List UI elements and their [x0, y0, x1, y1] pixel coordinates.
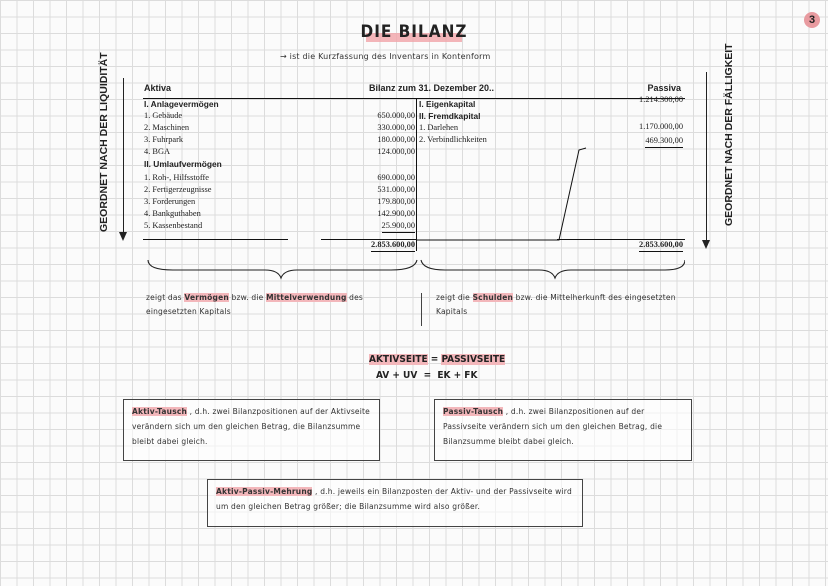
anlage-heading: I. Anlagevermögen — [144, 99, 219, 109]
side-label-right — [688, 43, 780, 248]
verbindlichkeiten-label: 2. Verbindlichkeiten — [419, 135, 487, 144]
darlehen-label: 1. Darlehen — [419, 123, 459, 132]
note-passiva-text-1: zeigt die — [436, 293, 473, 302]
note-divider — [421, 293, 422, 326]
eigenkapital-value: 1.214.300,00 — [639, 95, 683, 104]
note-aktiva-highlight-2: Mittelverwendung — [266, 293, 347, 302]
aktivseite-text: AKTIVSEITE — [369, 354, 428, 365]
subtitle: → ist die Kurzfassung des Inventars in Kontenform — [280, 52, 491, 61]
forderungen-label: 3. Forderungen — [144, 197, 196, 206]
box-aktiv-tausch — [123, 399, 380, 461]
bank-label: 4. Bankguthaben — [144, 209, 201, 218]
faelligkeit-label: GEORDNET NACH DER FÄLLIGKEIT — [723, 43, 735, 226]
bank-value: 142.900,00 — [377, 209, 415, 218]
note-aktiva-text-2: bzw. die — [228, 293, 267, 302]
sum-left-value: 2.853.600,00 — [371, 239, 415, 252]
aktiv-tausch-highlight: Aktiv-Tausch — [132, 407, 188, 416]
note-aktiva-text-1: zeigt das — [146, 293, 185, 302]
fertig-label: 2. Fertigerzeugnisse — [144, 185, 212, 194]
down-arrow-line-right — [706, 72, 707, 242]
darlehen-value: 1.170.000,00 — [639, 122, 683, 131]
brace-right — [421, 260, 685, 278]
balance-sheet — [143, 80, 685, 255]
mehrung-highlight: Aktiv-Passiv-Mehrung — [216, 487, 313, 496]
curly-braces — [145, 258, 685, 280]
maschinen-label: 2. Maschinen — [144, 123, 190, 132]
diagonal-fill-line — [413, 140, 613, 242]
balance-sheet-title: Bilanz zum 31. Dezember 20.. — [369, 83, 495, 93]
table-row — [143, 122, 685, 134]
note-aktiva-text-3: des eingesetzten Kapitals — [146, 293, 364, 316]
down-arrow-icon — [119, 232, 127, 241]
verbindlichkeiten-value: 469.300,00 — [645, 135, 683, 148]
kasse-value: 25.900,00 — [382, 220, 416, 233]
equation-line-1 — [369, 354, 505, 365]
table-row — [143, 95, 685, 110]
equals-sign: = — [430, 354, 439, 365]
sum-right-value: 2.853.600,00 — [639, 239, 683, 252]
passiva-label: Passiva — [647, 83, 681, 93]
down-arrow-line-left — [123, 78, 124, 234]
passiv-tausch-highlight: Passiv-Tausch — [443, 407, 504, 416]
page-number-badge: 3 — [804, 12, 820, 28]
bga-label: 4. BGA — [144, 147, 171, 156]
down-arrow-icon — [702, 240, 710, 249]
fuhrpark-value: 180.000,00 — [377, 135, 415, 144]
note-passiva-text-2: bzw. die Mittelherkunft des eingesetzten Kapitals — [436, 293, 676, 316]
note-passiva-highlight: Schulden — [472, 293, 514, 302]
passivseite-text: PASSIVSEITE — [441, 354, 506, 365]
gebaeude-value: 650.000,00 — [377, 111, 415, 120]
aktiva-label: Aktiva — [144, 83, 172, 93]
equation-line-2: AV + UV = EK + FK — [376, 370, 478, 381]
note-aktiva — [146, 291, 414, 319]
fremdkapital-heading: II. Fremdkapital — [419, 111, 481, 121]
liquiditaet-label: GEORDNET NACH DER LIQUIDITÄT — [98, 52, 110, 232]
note-passiva — [436, 291, 686, 319]
box-aktiv-passiv-mehrung — [207, 479, 583, 527]
maschinen-value: 330.000,00 — [377, 123, 415, 132]
aktiv-tausch-text: , d.h. zwei Bilanzpositionen auf der Aktivseite verändern sich um den gleichen Betrag, die Bilanzsumme bleibt dabei gleich. — [132, 407, 370, 446]
mehrung-text: , d.h. jeweils ein Bilanzposten der Aktiv- und der Passivseite wird um den gleichen Betrag größer; die Bilanzsumme wird also größer. — [216, 487, 572, 511]
page-title: DIE BILANZ — [360, 22, 468, 42]
roh-value: 690.000,00 — [377, 173, 415, 182]
note-aktiva-highlight-1: Vermögen — [184, 293, 229, 302]
roh-label: 1. Roh-, Hilfsstoffe — [144, 173, 209, 182]
balance-sheet-header — [143, 83, 685, 97]
bga-value: 124.000,00 — [377, 147, 415, 156]
passiv-tausch-text: , d.h. zwei Bilanzpositionen auf der Passivseite verändern sich um den gleichen Betrag, die Bilanzsumme bleibt dabei gleich. — [443, 407, 663, 446]
brace-left — [148, 260, 417, 278]
forderungen-value: 179.800,00 — [377, 197, 415, 206]
table-row — [143, 110, 685, 122]
gebaeude-label: 1. Gebäude — [144, 111, 183, 120]
fertig-value: 531.000,00 — [377, 185, 415, 194]
fuhrpark-label: 3. Fuhrpark — [144, 135, 184, 144]
eigenkapital-heading: I. Eigenkapital — [419, 99, 476, 109]
box-passiv-tausch — [434, 399, 692, 461]
umlauf-heading: II. Umlaufvermögen — [144, 159, 222, 169]
kasse-label: 5. Kassenbestand — [144, 221, 203, 230]
